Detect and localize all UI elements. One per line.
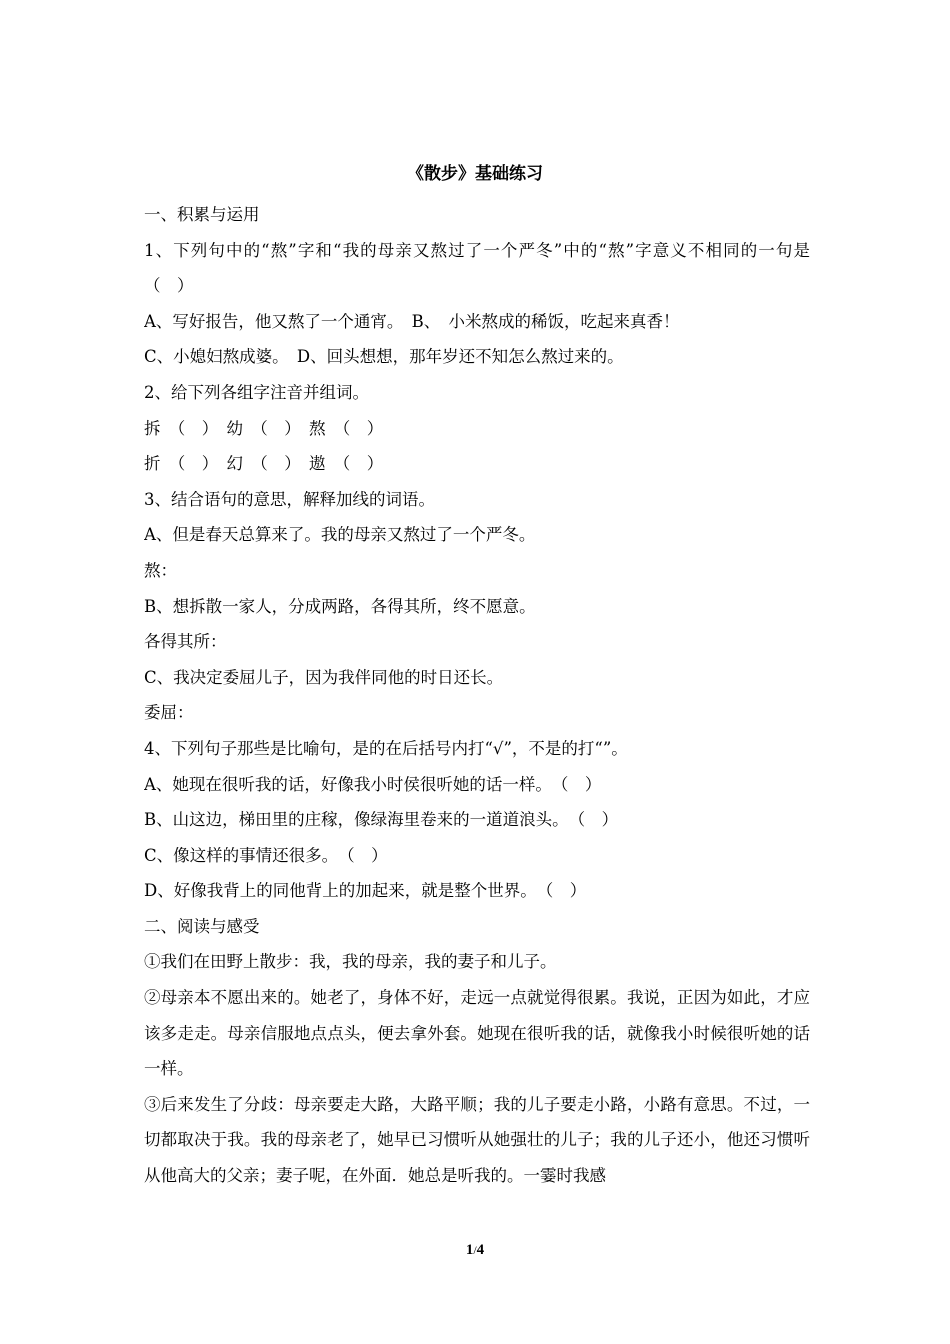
section-heading-reading: 二、阅读与感受: [144, 916, 260, 936]
question-4-d: D、好像我背上的同他背上的加起来，就是整个世界。 （ ）: [144, 881, 587, 901]
question-4: 4、下列句子那些是比喻句，是的在后括号内打“√”，不是的打“”。: [144, 738, 628, 758]
page-total: 4: [476, 1242, 485, 1258]
question-4-a: A、她现在很听我的话，好像我小时侯很听她的话一样。 （ ）: [144, 774, 602, 794]
reading-paragraph-1: ①我们在田野上散步：我，我的母亲，我的妻子和儿子。: [144, 952, 557, 972]
question-3-a-term: 熬：: [144, 560, 177, 580]
question-3-a: A、但是春天总算来了。我的母亲又熬过了一个严冬。: [144, 525, 536, 545]
document-title: 《散步》基础练习: [407, 164, 543, 184]
page-number: [0, 1240, 950, 1260]
page-separator: /: [473, 1243, 477, 1257]
question-4-b: B、山这边，梯田里的庄稼，像绿海里卷来的一道道浪头。 （ ）: [144, 810, 619, 830]
reading-paragraph-2: ②母亲本不愿出来的。她老了，身体不好，走远一点就觉得很累。我说，正因为如此，才应该多走走。母亲信服地点点头，便去拿外套。她现在很听我的话，就像我小时候很听她的话一样。: [144, 988, 810, 1079]
question-3-b: B、想拆散一家人，分成两路，各得其所，终不愿意。: [144, 596, 536, 616]
question-2-row-1: 拆 （ ） 幼 （ ） 熬 （ ）: [144, 418, 384, 438]
question-1-options-cd: C、小媳妇熬成婆。 D、回头想想，那年岁还不知怎么熬过来的。: [144, 347, 624, 367]
question-3-b-term: 各得其所：: [144, 632, 227, 652]
question-3-c: C、我决定委屈儿子，因为我伴同他的时日还长。: [144, 667, 504, 687]
question-4-c: C、像这样的事情还很多。 （ ）: [144, 845, 388, 865]
question-2: 2、给下列各组字注音并组词。: [144, 382, 369, 402]
question-3-c-term: 委屈：: [144, 703, 194, 723]
reading-paragraph-3: ③后来发生了分歧：母亲要走大路，大路平顺；我的儿子要走小路，小路有意思。不过，一切都取决于我。我的母亲老了，她早已习惯听从她强壮的儿子；我的儿子还小，他还习惯听从他高大的父亲；妻子呢，在外面．她总是听我的。一霎时我感: [144, 1094, 810, 1186]
question-1: 1、下列句中的“熬”字和“我的母亲又熬过了一个严冬”中的“熬”字意义不相同的一句是 （ ）: [144, 240, 827, 296]
page-current: 1: [465, 1242, 474, 1258]
section-heading-accumulation: 一、积累与运用: [144, 205, 260, 224]
question-1-options-ab: A、写好报告，他又熬了一个通宵。 B、 小米熬成的稀饭，吃起来真香！: [144, 311, 680, 331]
question-3: 3、结合语句的意思，解释加线的词语。: [144, 489, 435, 509]
question-2-row-2: 折 （ ） 幻 （ ） 遨 （ ）: [144, 454, 384, 474]
document-body: [144, 197, 827, 1194]
